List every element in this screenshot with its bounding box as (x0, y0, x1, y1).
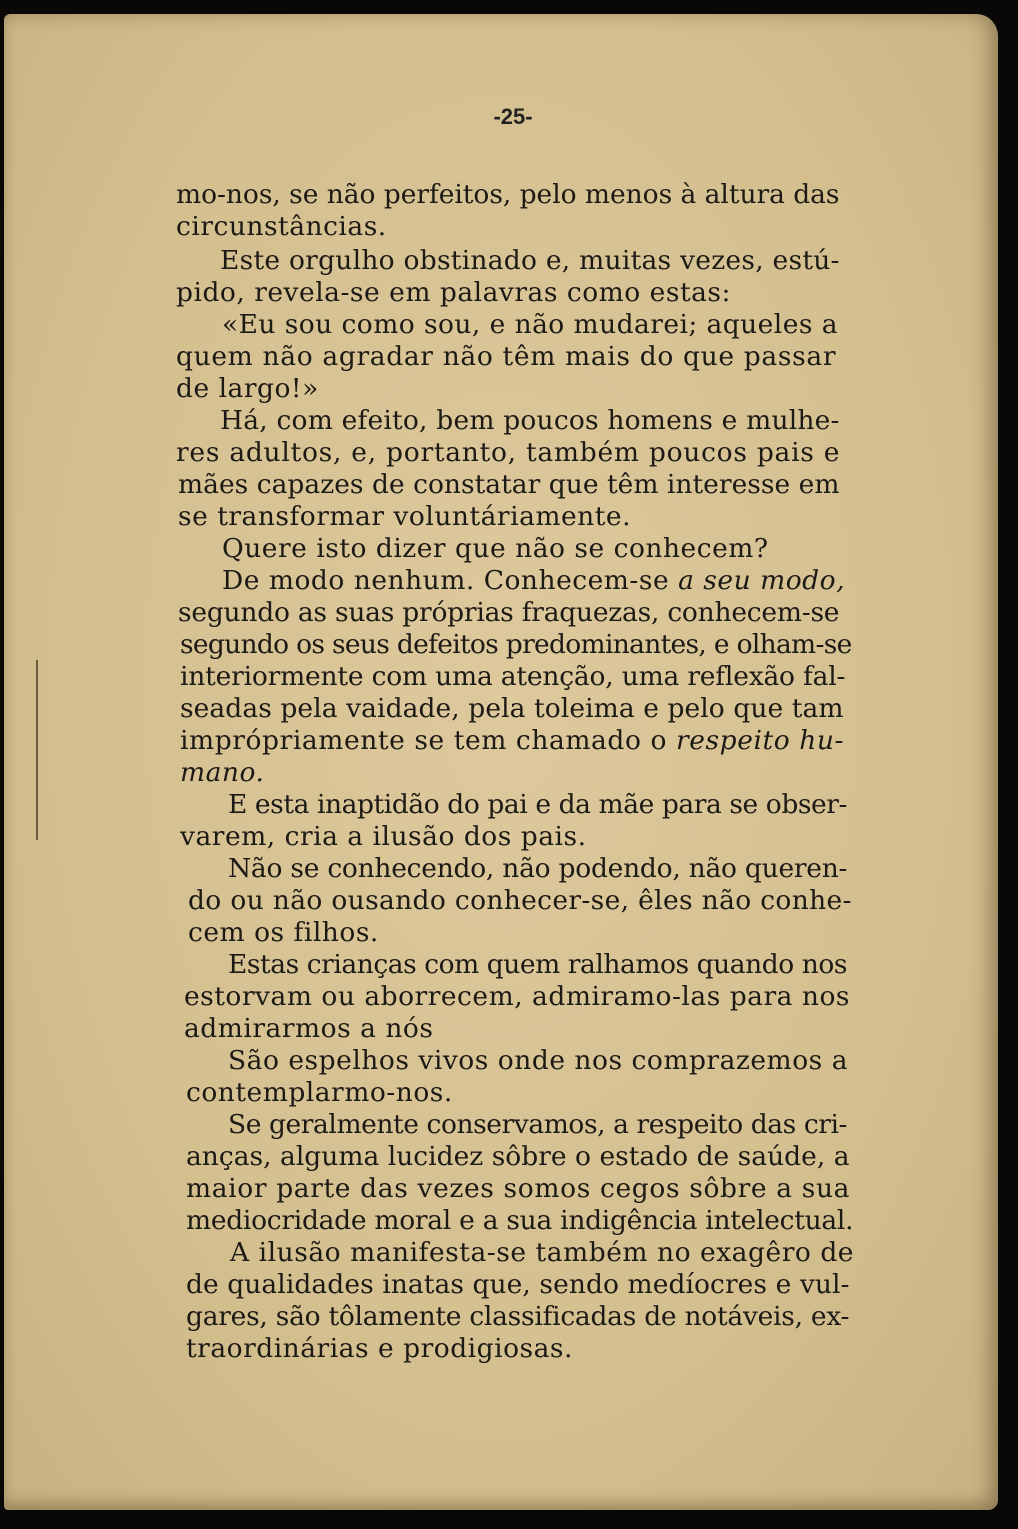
text-line (184, 1014, 433, 1044)
text-segment: se transformar voluntáriamente. (178, 501, 631, 532)
text-line (220, 246, 840, 276)
text-line (228, 854, 847, 884)
text-line (178, 470, 840, 500)
text-segment: São espelhos vivos onde nos comprazemos a (228, 1045, 849, 1076)
text-line (176, 438, 840, 468)
text-line (186, 1270, 850, 1300)
text-segment: res adultos, e, portanto, também poucos pais e (176, 437, 841, 468)
text-segment: E esta inaptidão do pai e da mãe para se obser- (228, 789, 848, 820)
binding-mark (36, 660, 38, 840)
text-segment: maior parte das vezes somos cegos sôbre a sua (186, 1173, 851, 1204)
text-segment: A ilusão manifesta-se também no exagêro de (230, 1237, 855, 1268)
text-segment: mães capazes de constatar que têm interesse em (178, 469, 840, 500)
text-segment: mo-nos, se não perfeitos, pelo menos à altura das (176, 179, 840, 210)
text-line (222, 310, 838, 340)
italic-text: respeito hu- (676, 725, 845, 756)
text-line (176, 278, 731, 308)
text-line (230, 1238, 854, 1268)
text-segment: gares, são tôlamente classificadas de notáveis, ex- (186, 1301, 850, 1332)
text-line (178, 502, 631, 532)
text-segment: de largo!» (176, 373, 319, 404)
text-line (186, 1334, 573, 1364)
text-line (180, 694, 844, 724)
text-segment: Este orgulho obstinado e, muitas vezes, estú- (220, 245, 840, 276)
text-line (180, 822, 587, 852)
text-line (180, 758, 264, 788)
text-line (188, 918, 379, 948)
text-segment: Não se conhecendo, não podendo, não queren- (228, 853, 848, 884)
text-segment: segundo as suas próprias fraquezas, conhecem-se (178, 597, 840, 628)
text-segment: quem não agradar não têm mais do que passar (176, 341, 837, 372)
text-segment: estorvam ou aborrecem, admiramo-las para nos (184, 981, 850, 1012)
text-segment: Quere isto dizer que não se conhecem? (222, 533, 769, 564)
text-segment: pido, revela-se em palavras como estas: (176, 277, 731, 308)
text-segment: Estas crianças com quem ralhamos quando nos (228, 949, 848, 980)
text-line (176, 180, 839, 210)
page-number: -25- (493, 104, 533, 129)
text-segment: Há, com efeito, bem poucos homens e mulhe- (220, 405, 840, 436)
text-segment: admirarmos a nós (184, 1013, 434, 1044)
text-line (228, 790, 847, 820)
text-line (186, 1302, 849, 1332)
text-segment: traordinárias e prodigiosas. (186, 1333, 573, 1364)
text-segment: circunstâncias. (176, 211, 387, 242)
text-segment: cem os filhos. (188, 917, 379, 948)
text-line (180, 662, 845, 692)
text-line (176, 212, 387, 242)
text-segment: mediocridade moral e a sua indigência intelectual. (186, 1205, 854, 1236)
text-line (222, 534, 769, 564)
text-line (222, 566, 845, 596)
text-segment: De modo nenhum. Conhecem-se (222, 565, 679, 596)
text-line (184, 982, 850, 1012)
text-line (186, 1206, 853, 1236)
text-line (186, 1078, 453, 1108)
text-line (176, 374, 319, 404)
text-line (228, 1046, 848, 1076)
text-line (228, 950, 847, 980)
text-segment: «Eu sou como sou, e não mudarei; aqueles a (222, 309, 838, 340)
text-segment: varem, cria a ilusão dos pais. (180, 821, 587, 852)
italic-text: mano. (180, 757, 265, 788)
text-segment: segundo os seus defeitos predominantes, e olham-se (180, 629, 852, 660)
text-line (176, 342, 836, 372)
text-segment: seadas pela vaidade, pela toleima e pelo que tam (180, 693, 844, 724)
text-segment: interiormente com uma atenção, uma reflexão fal- (180, 661, 846, 692)
text-segment: de qualidades inatas que, sendo medíocres e vul- (186, 1269, 850, 1300)
text-line (228, 1110, 847, 1140)
text-line (186, 1142, 850, 1172)
italic-text: a seu modo, (678, 565, 845, 596)
text-segment: anças, alguma lucidez sôbre o estado de saúde, a (186, 1141, 850, 1172)
text-line (186, 1174, 850, 1204)
text-segment: contemplarmo-nos. (186, 1077, 453, 1108)
text-segment: do ou não ousando conhecer-se, êles não conhe- (188, 885, 852, 916)
text-line (180, 630, 852, 660)
text-line (220, 406, 840, 436)
text-line (188, 886, 852, 916)
text-segment: Se geralmente conservamos, a respeito das cri- (228, 1109, 848, 1140)
text-segment: imprópriamente se tem chamado o (180, 725, 676, 756)
text-line (178, 598, 839, 628)
text-line (180, 726, 844, 756)
